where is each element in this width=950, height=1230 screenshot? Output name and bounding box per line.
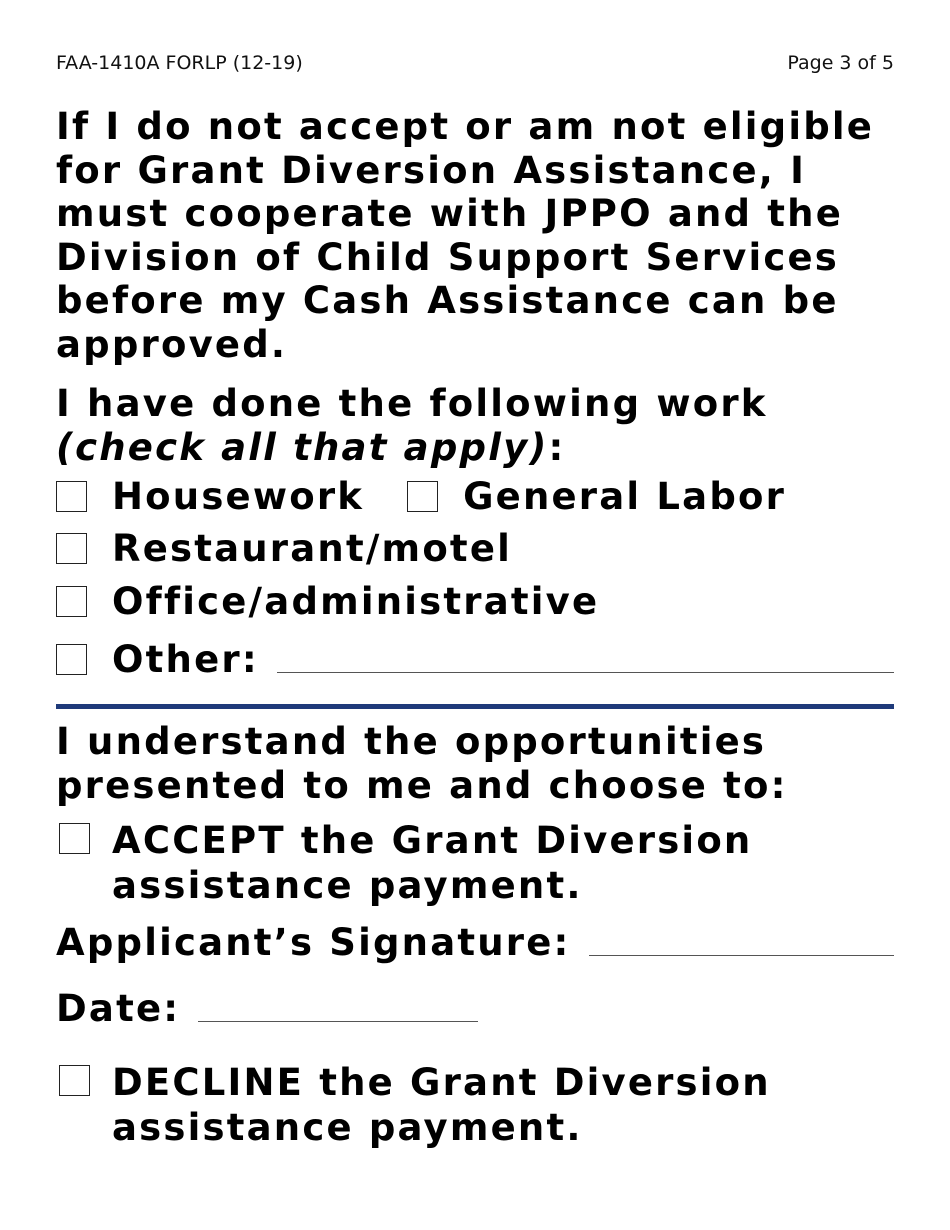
signature-input-line[interactable] [589, 955, 894, 956]
general-labor-label: General Labor [463, 474, 787, 518]
work-row-3 [56, 579, 599, 623]
other-label: Other: [112, 637, 259, 681]
form-id: FAA-1410A FORLP (12-19) [56, 52, 303, 74]
decline-checkbox[interactable] [59, 1065, 90, 1096]
housework-checkbox[interactable] [56, 481, 87, 512]
work-row-other [56, 637, 894, 681]
restaurant-label: Restaurant/motel [112, 526, 512, 570]
section-divider [56, 704, 894, 709]
restaurant-checkbox[interactable] [56, 533, 87, 564]
page-number: Page 3 of 5 [787, 52, 894, 74]
work-row-2 [56, 526, 512, 570]
work-heading-text: I have done the following work [56, 382, 768, 425]
other-input-line[interactable] [277, 672, 894, 673]
intro-paragraph: If I do not accept or am not eligible for Grant Diversion Assistance, I must cooperate with JPPO and the Division of Child Support Services before my Cash Assistance can be approved. [56, 105, 875, 366]
work-heading-colon: : [548, 425, 566, 469]
accept-option [56, 818, 906, 908]
page-header [56, 51, 894, 75]
choice-heading: I understand the opportunities presented to me and choose to: [56, 720, 788, 807]
general-labor-checkbox[interactable] [407, 481, 438, 512]
work-instruction: (check all that apply) [56, 425, 549, 469]
office-label: Office/administrative [112, 579, 600, 623]
decline-option [56, 1060, 906, 1150]
accept-checkbox[interactable] [59, 823, 90, 854]
work-heading [56, 382, 906, 469]
signature-row [56, 920, 894, 964]
housework-label: Housework [112, 474, 365, 518]
office-checkbox[interactable] [56, 586, 87, 617]
other-checkbox[interactable] [56, 644, 87, 675]
date-row [56, 986, 478, 1030]
accept-label: ACCEPT the Grant Diversion assistance payment. [112, 819, 753, 907]
decline-label: DECLINE the Grant Diversion assistance payment. [112, 1061, 771, 1149]
date-input-line[interactable] [198, 1021, 478, 1022]
signature-label: Applicant’s Signature: [56, 920, 571, 964]
date-label: Date: [56, 986, 181, 1030]
work-row-1 [56, 474, 786, 518]
